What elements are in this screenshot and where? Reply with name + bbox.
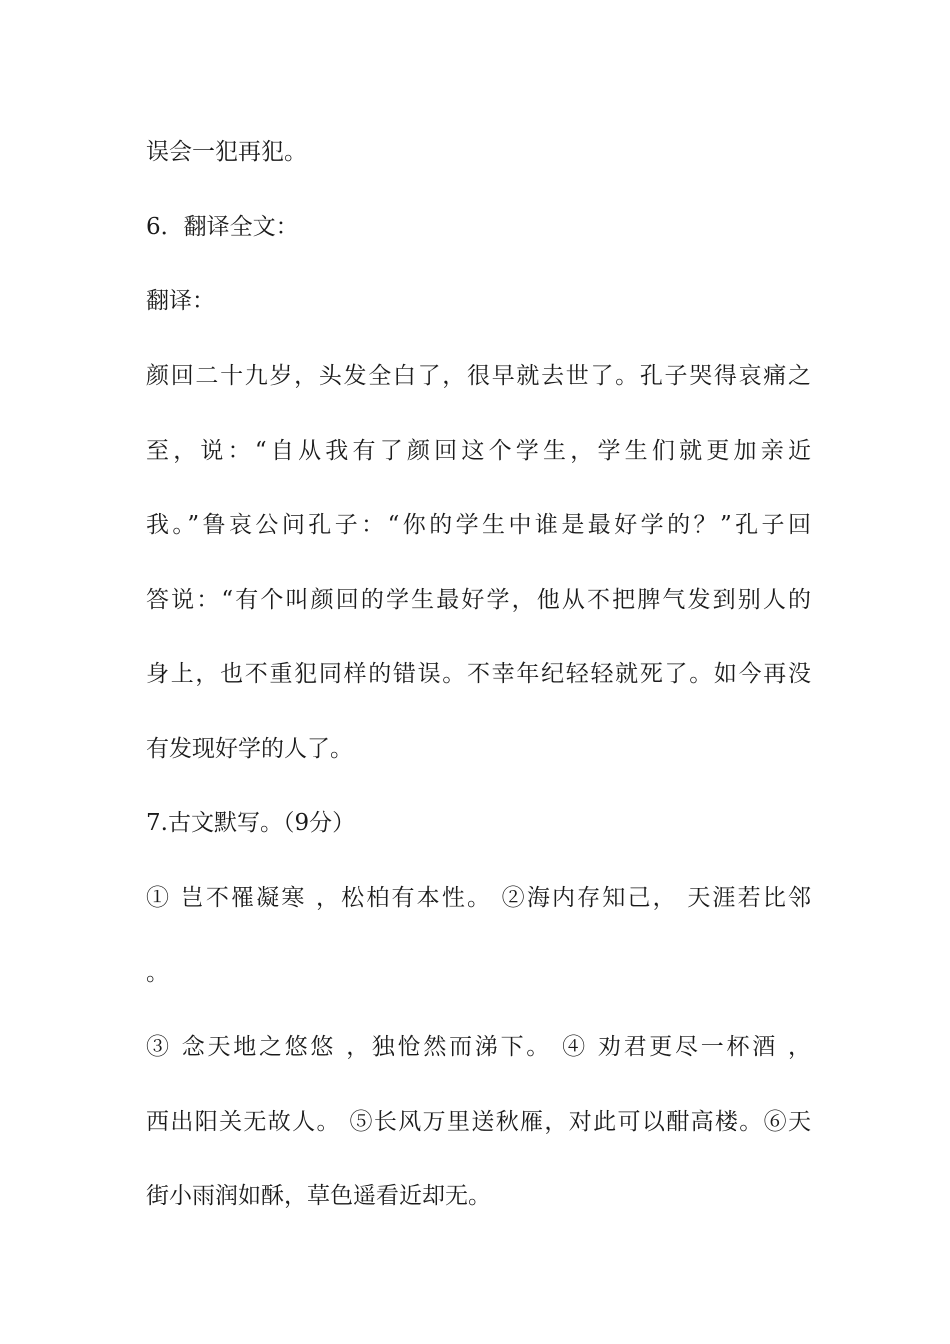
recitation-line-5: 街小雨润如酥，草色遥看近却无。 bbox=[146, 1183, 491, 1209]
translation-line-3: 我。”鲁哀公问孔子：“你的学生中谁是最好学的？”孔子回 bbox=[146, 512, 811, 538]
question-6-heading: 6．翻译全文： bbox=[146, 214, 299, 240]
recitation-line-4: 西出阳关无故人。 ⑤长风万里送秋雁，对此可以酣高楼。⑥天 bbox=[146, 1109, 811, 1135]
translation-line-4: 答说：“有个叫颜回的学生最好学，他从不把脾气发到别人的 bbox=[146, 587, 811, 613]
translation-line-5: 身上，也不重犯同样的错误。不幸年纪轻轻就死了。如今再没 bbox=[146, 661, 811, 687]
translation-line-6: 有发现好学的人了。 bbox=[146, 736, 353, 762]
text-line-1: 误会一犯再犯。 bbox=[146, 139, 307, 165]
translation-label: 翻译： bbox=[146, 288, 215, 314]
translation-line-2: 至，说：“自从我有了颜回这个学生，学生们就更加亲近 bbox=[146, 438, 811, 464]
translation-line-1: 颜回二十九岁，头发全白了，很早就去世了。孔子哭得哀痛之 bbox=[146, 363, 811, 389]
recitation-line-1: ① 岂不罹凝寒 ，松柏有本性。 ②海内存知己， 天涯若比邻 bbox=[146, 885, 811, 911]
recitation-line-3: ③ 念天地之悠悠 ，独怆然而涕下。 ④ 劝君更尽一杯酒 ， bbox=[146, 1034, 811, 1060]
question-7-heading: 7.古文默写。（9分） bbox=[146, 810, 356, 836]
recitation-line-2: 。 bbox=[146, 960, 169, 986]
